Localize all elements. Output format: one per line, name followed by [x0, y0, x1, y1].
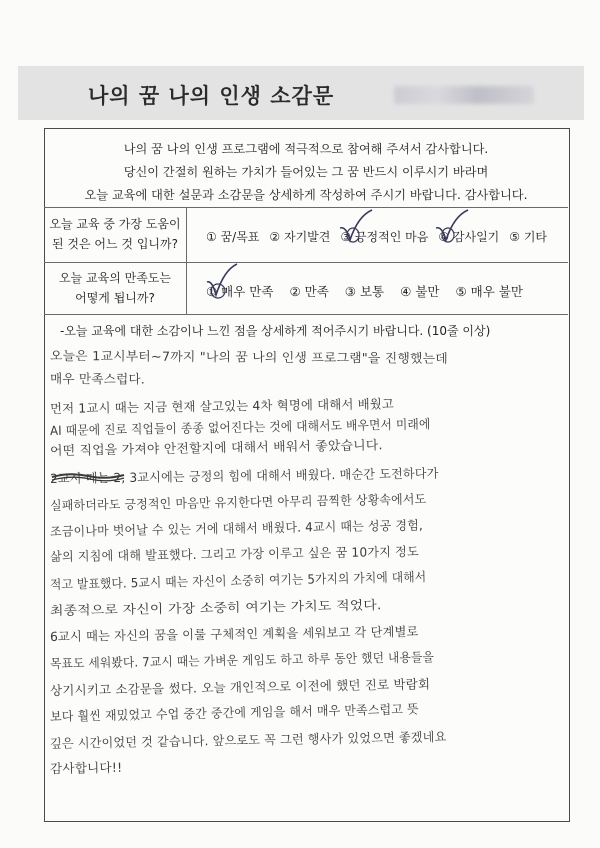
- handwriting-line: 삶의 지침에 대해 발표했다. 그리고 가장 이루고 싶은 꿈 10가지 정도: [49, 543, 419, 564]
- question-2-options: [206, 282, 523, 300]
- comment-prompt: -오늘 교육에 대한 소감이나 느낀 점을 상세하게 적어주시기 바랍니다. (10줄 이상): [60, 324, 491, 338]
- handwriting-line: 상기시키고 소감문을 썼다. 오늘 개인적으로 이전에 했던 진로 박람회: [49, 676, 431, 698]
- handwriting-line: 최종적으로 자신이 가장 소중히 여기는 가치도 적었다.: [49, 597, 382, 618]
- q2-option-5[interactable]: ⑤ 매우 불만: [455, 284, 523, 299]
- q1-option-3[interactable]: ③ 긍정적인 마음: [340, 230, 429, 244]
- strikethrough-scribble: [50, 466, 126, 486]
- divider: [44, 314, 568, 315]
- question-1-label: [44, 214, 186, 254]
- divider: [44, 262, 568, 263]
- handwriting-line: 적고 발표했다. 5교시 때는 자신이 소중히 여기는 5가지의 가치에 대해서: [49, 569, 427, 592]
- question-2-line-2: 어떻게 됩니까?: [75, 291, 155, 305]
- handwriting-line: 오늘은 1교시부터~7까지 "나의 꿈 나의 인생 프로그램"을 진행했는데: [49, 348, 448, 366]
- redacted-name: [394, 86, 534, 104]
- handwriting-line: 6교시 때는 자신의 꿈을 이룰 구체적인 계획을 세워보고 각 단계별로: [49, 623, 419, 644]
- q2-option-2[interactable]: ② 만족: [289, 284, 329, 299]
- q2-option-4[interactable]: ④ 불만: [400, 284, 440, 299]
- q1-option-2[interactable]: ② 자기발견: [269, 230, 331, 244]
- question-2-line-1: 오늘 교육의 만족도는: [59, 271, 171, 285]
- check-mark-icon: [432, 206, 472, 246]
- handwriting-line: 매우 만족스럽다.: [49, 371, 146, 387]
- handwriting-line: 어떤 직업을 가져야 안전할지에 대해서 배워서 좋았습니다.: [49, 437, 383, 458]
- page-title: 나의 꿈 나의 인생 소감문: [88, 84, 335, 108]
- handwriting-line: 목표도 세워봤다. 7교시 때는 가벼운 게임도 하고 하루 동안 했던 내용들을: [49, 649, 435, 671]
- intro-line-2: 당신이 간절히 원하는 가치가 들어있는 그 꿈 반드시 이루시기 바라며: [123, 165, 489, 179]
- question-1-line-2: 된 것은 어느 것 입니까?: [52, 237, 178, 251]
- check-mark-icon: [204, 262, 240, 302]
- q2-option-1[interactable]: ① 매우 만족: [206, 284, 274, 299]
- handwriting-line: 조금이나마 벗어날 수 있는 거에 대해서 배웠다. 4교시 때는 성공 경험,: [49, 517, 423, 539]
- handwriting-line: 깊은 시간이었던 것 같습니다. 앞으로도 꼭 그런 행사가 있었으면 좋겠네요: [49, 729, 447, 751]
- handwriting-line: AI 때문에 진로 직업들이 종종 없어진다는 것에 대해서도 배우면서 미래에: [49, 416, 431, 438]
- q2-option-3[interactable]: ③ 보통: [344, 284, 385, 299]
- intro-line-1: 나의 꿈 나의 인생 프로그램에 적극적으로 참여해 주셔서 감사합니다.: [123, 142, 489, 156]
- handwriting-line: 감사합니다!!: [49, 759, 123, 776]
- handwriting-line: 실패하더라도 긍정적인 마음만 유지한다면 아무리 끔찍한 상황속에서도: [49, 491, 427, 513]
- handwriting-line: 먼저 1교시 때는 지금 현재 살고있는 4차 혁명에 대해서 배웠고: [49, 396, 395, 416]
- q1-option-5[interactable]: ⑤ 기타: [509, 230, 548, 244]
- intro-line-3: 오늘 교육에 대한 설문과 소감문을 상세하게 작성하여 주시기 바랍니다. 감사합니다.: [84, 188, 528, 202]
- q1-option-4[interactable]: ④ 감사일기: [438, 230, 500, 244]
- check-mark-icon: [336, 206, 376, 246]
- question-2-label: [44, 268, 186, 308]
- q1-option-1[interactable]: ① 꿈/목표: [206, 230, 260, 244]
- divider: [44, 207, 568, 208]
- handwriting-line: 보다 훨씬 재밌었고 수업 중간 중간에 게임을 해서 매우 만족스럽고 뜻: [49, 701, 419, 724]
- handwriting-line: 2교시 때는 2, 3교시에는 긍정의 힘에 대해서 배웠다. 매순간 도전하다가: [49, 465, 439, 486]
- question-1-line-1: 오늘 교육 중 가장 도움이: [49, 217, 181, 231]
- column-divider: [186, 207, 187, 314]
- question-1-options: [206, 228, 547, 245]
